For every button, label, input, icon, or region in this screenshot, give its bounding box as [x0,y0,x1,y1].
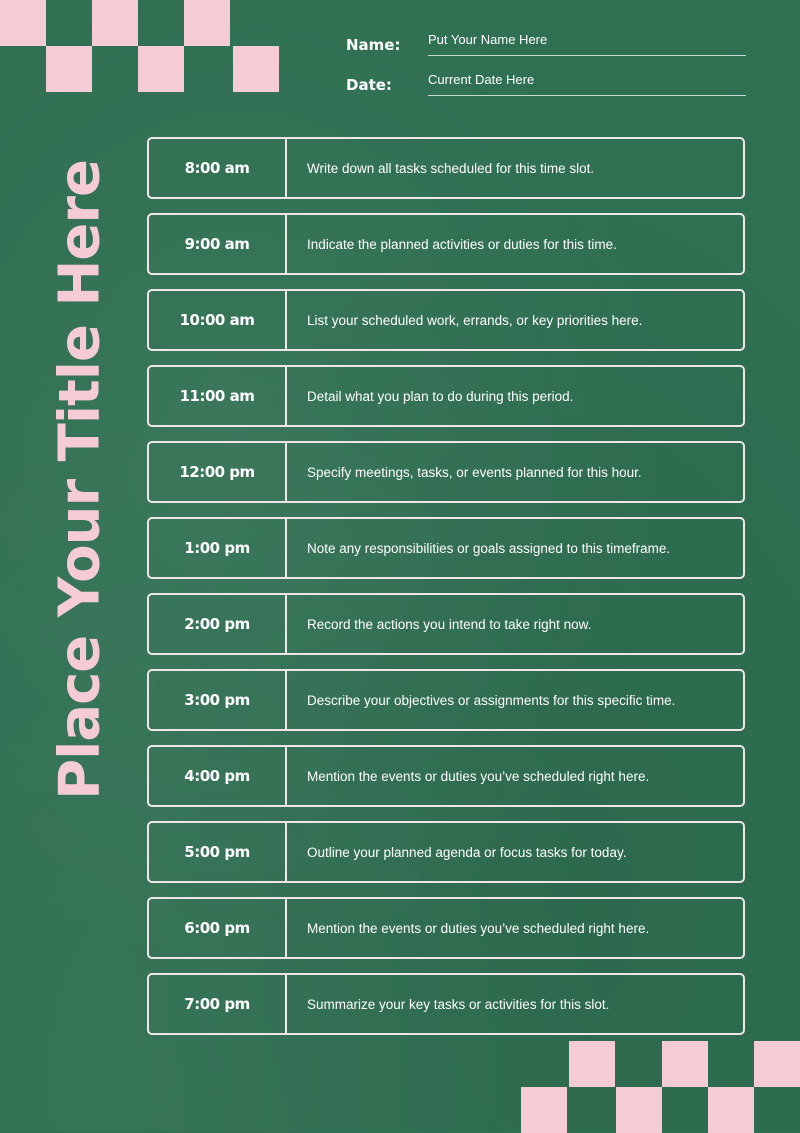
name-label: Name: [346,36,401,54]
name-field[interactable]: Put Your Name Here [428,32,746,56]
checker-square [46,46,92,92]
time-slot: 2:00 pm [149,595,287,653]
task-field[interactable]: Mention the events or duties you’ve scheduled right here. [307,920,650,936]
task-field[interactable]: Outline your planned agenda or focus tasks for today. [307,844,627,860]
checker-pattern-bottom-right [521,1041,800,1131]
task-field[interactable]: List your scheduled work, errands, or key priorities here. [307,312,643,328]
checker-square [138,46,184,92]
schedule-row [147,821,745,883]
schedule-row [147,365,745,427]
task-field[interactable]: Summarize your key tasks or activities for this slot. [307,996,610,1012]
schedule-row [147,517,745,579]
checker-square [92,0,138,46]
task-field[interactable]: Mention the events or duties you’ve scheduled right here. [307,768,650,784]
task-field[interactable]: Record the actions you intend to take right now. [307,616,592,632]
checker-square [0,0,46,46]
time-slot: 10:00 am [149,291,287,349]
time-slot: 6:00 pm [149,899,287,957]
time-slot: 9:00 am [149,215,287,273]
time-slot: 7:00 pm [149,975,287,1033]
task-field[interactable]: Detail what you plan to do during this period. [307,388,574,404]
schedule-row [147,137,745,199]
task-field[interactable]: Write down all tasks scheduled for this time slot. [307,160,595,176]
task-field[interactable]: Describe your objectives or assignments for this specific time. [307,692,676,708]
checker-square [662,1041,708,1087]
page-title: Place Your Title Here [47,160,113,800]
time-slot: 3:00 pm [149,671,287,729]
task-field[interactable]: Specify meetings, tasks, or events planned for this hour. [307,464,642,480]
time-slot: 4:00 pm [149,747,287,805]
checker-square [521,1087,567,1133]
task-field[interactable]: Indicate the planned activities or duties for this time. [307,236,617,252]
task-field[interactable]: Note any responsibilities or goals assigned to this timeframe. [307,540,671,556]
checker-square [569,1041,615,1087]
date-field[interactable]: Current Date Here [428,72,746,96]
time-slot: 11:00 am [149,367,287,425]
schedule-row [147,213,745,275]
schedule-row [147,593,745,655]
checker-square [616,1087,662,1133]
checker-square [754,1041,800,1087]
date-label: Date: [346,76,392,94]
schedule-row [147,897,745,959]
checker-square [184,0,230,46]
checker-square [708,1087,754,1133]
schedule-row [147,745,745,807]
checker-pattern-top-left [0,0,280,92]
checker-square [233,46,279,92]
schedule-table [147,137,745,1053]
time-slot: 12:00 pm [149,443,287,501]
schedule-row [147,289,745,351]
time-slot: 1:00 pm [149,519,287,577]
time-slot: 5:00 pm [149,823,287,881]
time-slot: 8:00 am [149,139,287,197]
schedule-row [147,973,745,1035]
schedule-row [147,441,745,503]
schedule-row [147,669,745,731]
